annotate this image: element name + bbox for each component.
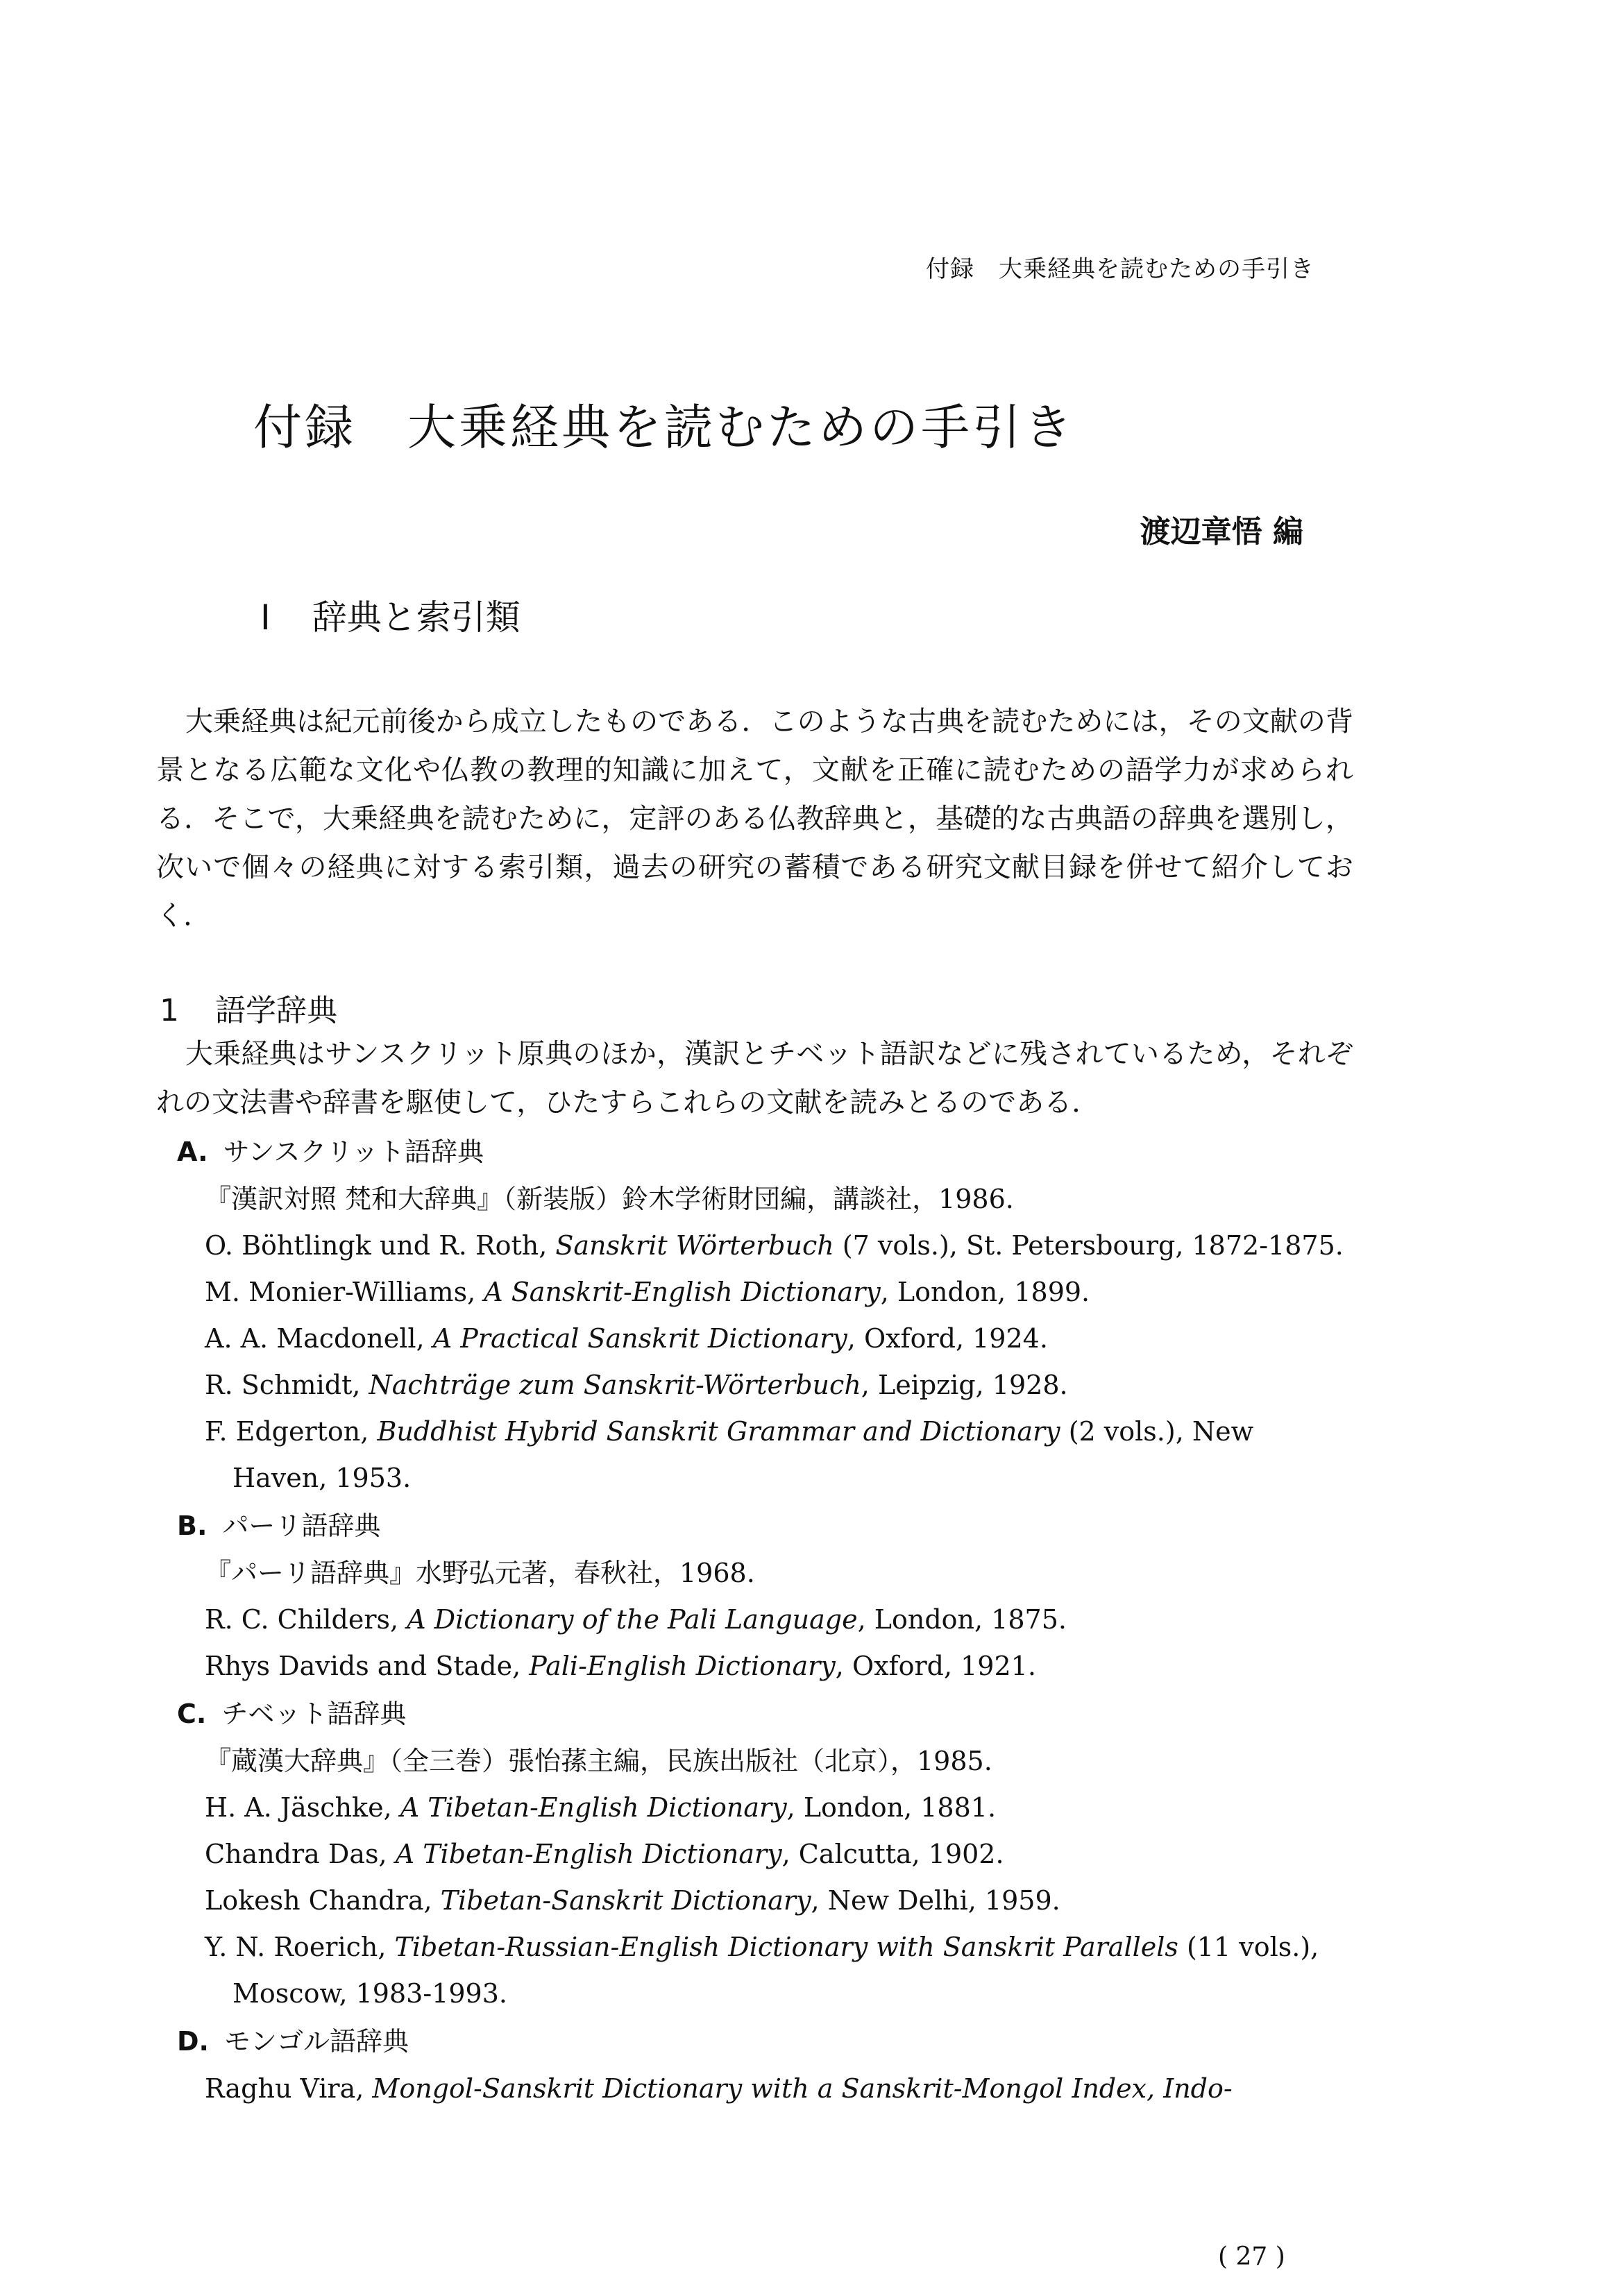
section-heading	[260, 590, 521, 640]
bibliography-entry	[177, 1269, 1350, 1316]
dictionary-list	[177, 1128, 1350, 2112]
subsection-intro: 大乗経典はサンスクリット原典のほか，漢訳とチベット語訳などに残されているため，それぞれの文法書や辞書を駆使して，ひたすらこれらの文献を読みとるのである．	[156, 1038, 1353, 1119]
category-label: モンゴル語辞典	[223, 2026, 409, 2057]
author-line: 渡辺章悟 編	[1140, 514, 1303, 550]
page-title: 付録 大乗経典を読むための手引き	[253, 399, 1075, 456]
entry-publication: , New Delhi, 1959.	[811, 1885, 1060, 1916]
entry-publication: , Oxford, 1921.	[835, 1651, 1036, 1681]
bibliography-entry	[177, 1409, 1350, 1502]
entry-publication: , London, 1881.	[786, 1792, 997, 1823]
bibliography-entry	[177, 1550, 1350, 1597]
entry-title: A Tibetan-English Dictionary	[395, 1839, 782, 1869]
entry-title: Buddhist Hybrid Sanskrit Grammar and Dictionary	[377, 1416, 1060, 1447]
category-heading-d	[177, 2017, 1350, 2066]
entry-title: Pali-English Dictionary	[529, 1651, 836, 1681]
entry-title: Mongol-Sanskrit Dictionary with a Sanskrit-Mongol Index, Indo-	[372, 2073, 1233, 2104]
category-heading-b	[177, 1502, 1350, 1550]
entry-title: Tibetan-Sanskrit Dictionary	[440, 1885, 811, 1916]
category-letter: B.	[177, 1511, 208, 1541]
entry-text: 『漢訳対照 梵和大辞典』（新装版）鈴木学術財団編，講談社，1986.	[205, 1184, 1014, 1214]
bibliography-entry	[177, 1223, 1350, 1269]
entry-author: A. A. Macdonell,	[205, 1323, 433, 1354]
bibliography-entry	[177, 1924, 1350, 2017]
section-title: 辞典と索引類	[312, 597, 521, 638]
entry-title: A Practical Sanskrit Dictionary	[432, 1323, 847, 1354]
entry-publication: , London, 1875.	[857, 1604, 1067, 1635]
entry-author: O. Böhtlingk und R. Roth,	[205, 1230, 556, 1261]
bibliography-entry	[177, 1643, 1350, 1690]
entry-title: Sanskrit Wörterbuch	[555, 1230, 834, 1261]
entry-author: F. Edgerton,	[205, 1416, 378, 1447]
entry-publication: , London, 1899.	[880, 1277, 1090, 1307]
entry-publication: , Oxford, 1924.	[847, 1323, 1048, 1354]
entry-publication: (7 vols.), St. Petersbourg, 1872-1875.	[834, 1230, 1344, 1261]
bibliography-entry	[177, 1831, 1350, 1878]
category-letter: A.	[177, 1137, 208, 1167]
bibliography-entry	[177, 1738, 1350, 1785]
entry-author: Lokesh Chandra,	[205, 1885, 441, 1916]
entry-title: A Dictionary of the Pali Language	[407, 1604, 858, 1635]
bibliography-entry	[177, 1878, 1350, 1924]
entry-publication: (11 vols.), Moscow, 1983-1993.	[232, 1932, 1319, 2009]
entry-title: A Tibetan-English Dictionary	[400, 1792, 787, 1823]
entry-author: R. Schmidt,	[205, 1370, 369, 1400]
entry-publication: , Leipzig, 1928.	[861, 1370, 1068, 1400]
page-number: ( 27 )	[1218, 2243, 1285, 2271]
subsection-heading	[160, 985, 337, 1030]
section-number: Ⅰ	[260, 597, 271, 638]
entry-title: Nachträge zum Sanskrit-Wörterbuch	[369, 1370, 861, 1400]
category-label: サンスクリット語辞典	[223, 1137, 484, 1167]
category-heading-a	[177, 1128, 1350, 1176]
entry-publication: , Calcutta, 1902.	[781, 1839, 1004, 1869]
subsection-title: 語学辞典	[215, 993, 337, 1028]
entry-author: Chandra Das,	[205, 1839, 396, 1869]
entry-author: Rhys Davids and Stade,	[205, 1651, 530, 1681]
category-letter: D.	[177, 2026, 209, 2057]
running-header: 付録 大乗経典を読むための手引き	[926, 255, 1314, 283]
entry-author: R. C. Childers,	[205, 1604, 407, 1635]
bibliography-entry	[177, 1316, 1350, 1362]
entry-title: A Sanskrit-English Dictionary	[484, 1277, 881, 1307]
entry-text: 『蔵漢大辞典』（全三巻）張怡蓀主編，民族出版社（北京），1985.	[205, 1746, 992, 1776]
bibliography-entry	[177, 1176, 1350, 1223]
entry-author: Raghu Vira,	[205, 2073, 373, 2104]
category-heading-c	[177, 1690, 1350, 1738]
category-label: チベット語辞典	[221, 1699, 407, 1729]
bibliography-entry	[177, 2066, 1350, 2112]
subsection-number: 1	[160, 993, 179, 1028]
entry-text: 『パーリ語辞典』水野弘元著，春秋社，1968.	[205, 1558, 755, 1588]
entry-author: M. Monier-Williams,	[205, 1277, 484, 1307]
entry-publication: (2 vols.), New Haven, 1953.	[232, 1416, 1254, 1493]
bibliography-entry	[177, 1597, 1350, 1643]
entry-author: H. A. Jäschke,	[205, 1792, 400, 1823]
bibliography-entry	[177, 1785, 1350, 1831]
entry-title: Tibetan-Russian-English Dictionary with Sanskrit Parallels	[394, 1932, 1178, 1962]
entry-author: Y. N. Roerich,	[205, 1932, 395, 1962]
category-label: パーリ語辞典	[222, 1511, 381, 1541]
intro-paragraph: 大乗経典は紀元前後から成立したものである．このような古典を読むためには，その文献の背景となる広範な文化や仏教の教理的知識に加えて，文献を正確に読むための語学力が求められる．そこで，大乗経典を読むために，定評のある仏教辞典と，基礎的な古典語の辞典を選別し，次いで個々の経典に対する索引類，過去の研究の蓄積である研究文献目録を併せて紹介しておく．	[156, 706, 1353, 932]
category-letter: C.	[177, 1699, 207, 1729]
bibliography-entry	[177, 1362, 1350, 1409]
